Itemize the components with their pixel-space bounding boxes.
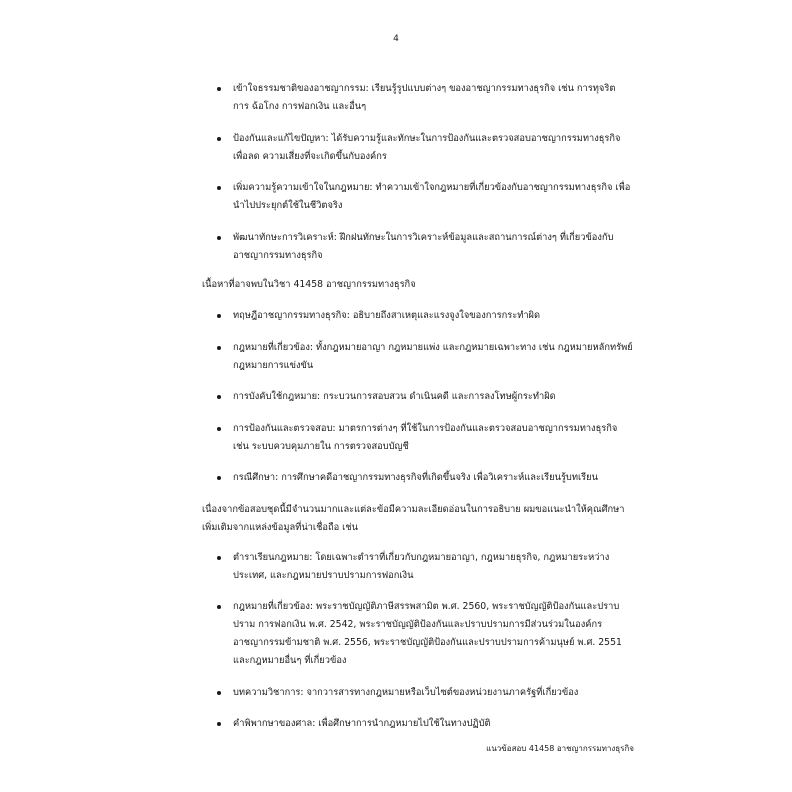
list-item: การบังคับใช้กฎหมาย: กระบวนการสอบสวน ดำเนินคดี และการลงโทษผู้กระทำผิด [202, 388, 634, 406]
list-item: ทฤษฎีอาชญากรรมทางธุรกิจ: อธิบายถึงสาเหตุและแรงจูงใจของการกระทำผิด [202, 307, 634, 325]
list-item: การป้องกันและตรวจสอบ: มาตรการต่างๆ ที่ใช้ในการป้องกันและตรวจสอบอาชญากรรมทางธุรกิจ เช่น ระบบควบคุมภายใน การตรวจสอบบัญชี [202, 420, 634, 456]
list-item: ตำราเรียนกฎหมาย: โดยเฉพาะตำราที่เกี่ยวกับกฎหมายอาญา, กฎหมายธุรกิจ, กฎหมายระหว่างประเทศ, และกฎหมายปราบปรามการฟอกเงิน [202, 549, 634, 585]
objectives-list [202, 80, 634, 265]
list-item: เพิ่มความรู้ความเข้าใจในกฎหมาย: ทำความเข้าใจกฎหมายที่เกี่ยวข้องกับอาชญากรรมทางธุรกิจ เพื่อ นำไปประยุกต์ใช้ในชีวิตจริง [202, 179, 634, 215]
list-item: กรณีศึกษา: การศึกษาคดีอาชญากรรมทางธุรกิจที่เกิดขึ้นจริง เพื่อวิเคราะห์และเรียนรู้บทเรียน [202, 469, 634, 487]
page-number: 4 [393, 34, 399, 44]
sources-list [202, 549, 634, 734]
content-topics-list [202, 307, 634, 487]
list-item: พัฒนาทักษะการวิเคราะห์: ฝึกฝนทักษะในการวิเคราะห์ข้อมูลและสถานการณ์ต่างๆ ที่เกี่ยวข้องกับ อาชญากรรมทางธุรกิจ [202, 229, 634, 265]
page-footer: แนวข้อสอบ 41458 อาชญากรรมทางธุรกิจ [486, 744, 634, 753]
content-heading: เนื้อหาที่อาจพบในวิชา 41458 อาชญากรรมทางธุรกิจ [202, 279, 416, 290]
list-item: เข้าใจธรรมชาติของอาชญากรรม: เรียนรู้รูปแบบต่างๆ ของอาชญากรรมทางธุรกิจ เช่น การทุจริต การ ฉ้อโกง การฟอกเงิน และอื่นๆ [202, 80, 634, 116]
list-item: บทความวิชาการ: จากวารสารทางกฎหมายหรือเว็บไซต์ของหน่วยงานภาครัฐที่เกี่ยวข้อง [202, 684, 634, 702]
list-item: กฎหมายที่เกี่ยวข้อง: ทั้งกฎหมายอาญา กฎหมายแพ่ง และกฎหมายเฉพาะทาง เช่น กฎหมายหลักทรัพย์ กฎหมายการแข่งขัน [202, 339, 634, 375]
list-item: ป้องกันและแก้ไขปัญหา: ได้รับความรู้และทักษะในการป้องกันและตรวจสอบอาชญากรรมทางธุรกิจ เพื่อลด ความเสี่ยงที่จะเกิดขึ้นกับองค์กร [202, 130, 634, 166]
list-item: คำพิพากษาของศาล: เพื่อศึกษาการนำกฎหมายไปใช้ในทางปฏิบัติ [202, 715, 634, 733]
note-paragraph: เนื่องจากข้อสอบชุดนี้มีจำนวนมากและแต่ละข้อมีความละเอียดอ่อนในการอธิบาย ผมขอแนะนำให้คุณศึกษา เพิ่มเติมจากแหล่งข้อมูลที่น่าเชื่อถือ เช่น [202, 503, 625, 533]
page-content [202, 80, 634, 747]
list-item: กฎหมายที่เกี่ยวข้อง: พระราชบัญญัติภาษีสรรพสามิต พ.ศ. 2560, พระราชบัญญัติป้องกันและปราบปราม การฟอกเงิน พ.ศ. 2542, พระราชบัญญัติป้องกันและปราบปรามการมีส่วนร่วมในองค์กรอาชญากรรมข้ามชาติ พ.ศ. 2556, พระราชบัญญัติป้องกันและปราบปรามการค้ามนุษย์ พ.ศ. 2551 และกฎหมายอื่นๆ ที่เกี่ยวข้อง [202, 598, 634, 670]
